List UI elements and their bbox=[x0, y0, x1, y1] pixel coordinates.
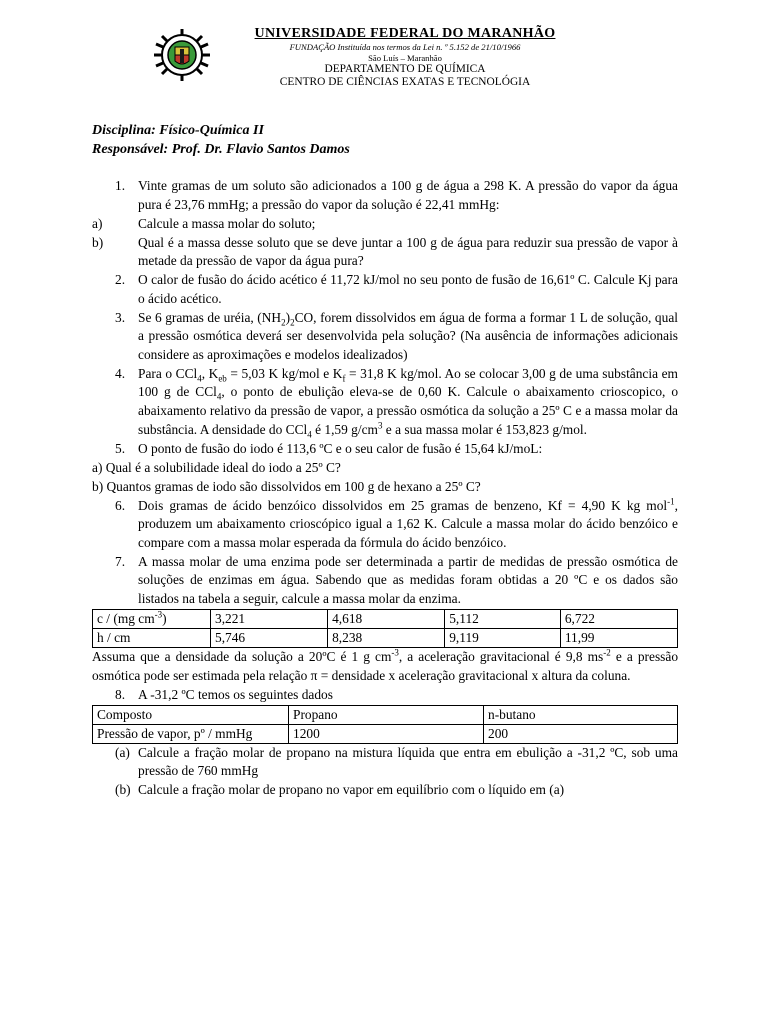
question-5 bbox=[92, 440, 678, 459]
column-header: n-butano bbox=[484, 705, 678, 724]
discipline-block bbox=[92, 121, 350, 159]
question-text: A -31,2 ºC temos os seguintes dados bbox=[138, 686, 333, 702]
question-text: Para o CCl$_4$, $K_{eb} = 5,03$ K kg/mol e $K_f = 31,8$ K kg/mol. Ao se colocar 3,00 g de uma substância em 100 g de CCl$_4$, o ponto de ebulição eleva-se de 0,60 K. Calcule o abaixamento crioscopico, o abaixamento relativo da pressão de vapor, a pressão osmótica da solução a 25º C e a massa molar da substância. A densidade do CCl$_4$ é 1,59 $g/cm^3$ e a sua massa molar é 153,823 g/mol. bbox=[138, 365, 679, 440]
responsible-professor: Responsável: Prof. Dr. Flavio Santos Damos bbox=[92, 142, 350, 157]
question-number: 7. bbox=[115, 553, 126, 569]
exercise-list bbox=[92, 177, 678, 800]
question-number: 4. bbox=[115, 365, 126, 381]
item-letter: (a) bbox=[115, 744, 130, 760]
center-name: CENTRO DE CIÊNCIAS EXATAS E TECNOLÓGIA bbox=[279, 76, 531, 88]
course-name: Disciplina: Físico-Química II bbox=[92, 123, 264, 138]
question-1a bbox=[92, 215, 678, 234]
university-logo bbox=[152, 28, 212, 82]
question-number: 1. bbox=[115, 178, 126, 193]
university-name: UNIVERSIDADE FEDERAL DO MARANHÃO bbox=[254, 26, 556, 41]
table-cell: 9,119 bbox=[445, 628, 561, 647]
question-8a bbox=[92, 744, 678, 781]
column-header: Composto bbox=[93, 705, 289, 724]
item-text: Calcule a fração molar de propano na mistura líquida que entra em ebulição a -31,2 ºC, sob uma pressão de 760 mmHg bbox=[138, 744, 678, 779]
item-text: Calcule a massa molar do soluto; bbox=[138, 215, 316, 231]
question-number: 6. bbox=[115, 497, 126, 513]
table-cell: 11,99 bbox=[560, 628, 677, 647]
table-cell: 3,221 bbox=[211, 609, 328, 628]
vapor-pressure-table bbox=[92, 705, 678, 744]
table-header-row bbox=[93, 705, 678, 724]
table-row bbox=[93, 724, 678, 743]
question-text: O calor de fusão do ácido acético é 11,72 kJ/mol no seu ponto de fusão de 16,61º C. Calcule Kj para o ácido acético. bbox=[138, 272, 678, 306]
institution-header bbox=[230, 26, 580, 89]
question-8b bbox=[92, 781, 678, 800]
row-label: h / cm bbox=[93, 628, 211, 647]
question-text: O ponto de fusão do iodo é 113,6 ºC e o seu calor de fusão é 15,64 kJ/moL: bbox=[138, 440, 543, 456]
question-2 bbox=[92, 271, 678, 308]
question-number: 3. bbox=[115, 309, 126, 325]
table-cell: 6,722 bbox=[560, 609, 677, 628]
question-1b bbox=[92, 234, 678, 271]
question-5b: b) Quantos gramas de iodo são dissolvidos em 100 g de hexano a 25º C? bbox=[92, 478, 481, 494]
question-3 bbox=[92, 309, 678, 365]
question-text: Se 6 gramas de uréia, $(NH_2)_2CO$, forem dissolvidos em água de forma a formar 1 L de solução, qual a pressão osmótica deverá ser desenvolvida pela solução? (Na ausência de informações adicionais considere as aproximações e modelos idealizados) bbox=[138, 309, 678, 362]
row-label: Pressão de vapor, pº / mmHg bbox=[93, 724, 289, 743]
question-number: 2. bbox=[115, 272, 126, 288]
enzyme-data-table bbox=[92, 609, 678, 648]
table-cell: 8,238 bbox=[328, 628, 445, 647]
table-cell: 4,618 bbox=[328, 609, 445, 628]
table-row bbox=[93, 628, 678, 647]
item-letter: (b) bbox=[115, 782, 131, 798]
item-text: Qual é a massa desse soluto que se deve juntar a 100 g de água para reduzir sua pressão de vapor à metade da pressão de vapor da água pura? bbox=[138, 234, 678, 269]
question-number: 5. bbox=[115, 440, 126, 456]
question-text: A massa molar de uma enzima pode ser determinada a partir de medidas de pressão osmótica de soluções de enzimas em água. Sabendo que as medidas foram obtidas a 20 ºC e os dados são listados na tabela a seguir, calcule a massa molar da enzima. bbox=[138, 553, 678, 606]
question-4 bbox=[92, 365, 678, 439]
department-name: DEPARTAMENTO DE QUÍMICA bbox=[324, 63, 486, 75]
item-letter: a) bbox=[92, 215, 103, 231]
question-number: 8. bbox=[115, 686, 126, 702]
table-cell: 5,112 bbox=[445, 609, 561, 628]
question-7 bbox=[92, 553, 678, 609]
foundation-line: FUNDAÇÃO Instituída nos termos da Lei n. º 5.152 de 21/10/1966 bbox=[289, 42, 521, 52]
city-line: São Luís – Maranhão bbox=[368, 53, 442, 63]
table-cell: 1200 bbox=[289, 724, 484, 743]
question-6 bbox=[92, 497, 678, 553]
table-row bbox=[93, 609, 678, 628]
table-cell: 5,746 bbox=[211, 628, 328, 647]
column-header: Propano bbox=[289, 705, 484, 724]
question-7-assumption: Assuma que a densidade da solução a 20ºC é 1 g $cm^{-3}$, a aceleração gravitacional é 9,8 $ms^{-2}$ e a pressão osmótica pode ser estimada pela relação π = densidade x aceleração gravitacional x altura da coluna. bbox=[92, 647, 679, 683]
row-label: c / (mg $cm^{-3}$) bbox=[93, 609, 211, 628]
item-text: Calcule a fração molar de propano no vapor em equilíbrio com o líquido em (a) bbox=[138, 782, 565, 798]
table-cell: 200 bbox=[484, 724, 678, 743]
question-8 bbox=[92, 686, 678, 705]
question-5a: a) Qual é a solubilidade ideal do iodo a 25º C? bbox=[92, 459, 341, 475]
question-1 bbox=[92, 177, 678, 214]
question-text: Vinte gramas de um soluto são adicionados a 100 g de água a 298 K. A pressão do vapor da água pura é 23,76 mmHg; a pressão do vapor da solução é 22,41 mmHg: bbox=[138, 178, 678, 212]
item-letter: b) bbox=[92, 234, 104, 250]
question-text: Dois gramas de ácido benzóico dissolvidos em 25 gramas de benzeno, Kf = 4,90 K kg mol$^{-1}$, produzem um abaixamento crioscópico igual a 1,62 K. Calcule a massa molar do ácido benzóico e compare com a massa molar esperada da fórmula do ácido benzóico. bbox=[138, 496, 678, 550]
